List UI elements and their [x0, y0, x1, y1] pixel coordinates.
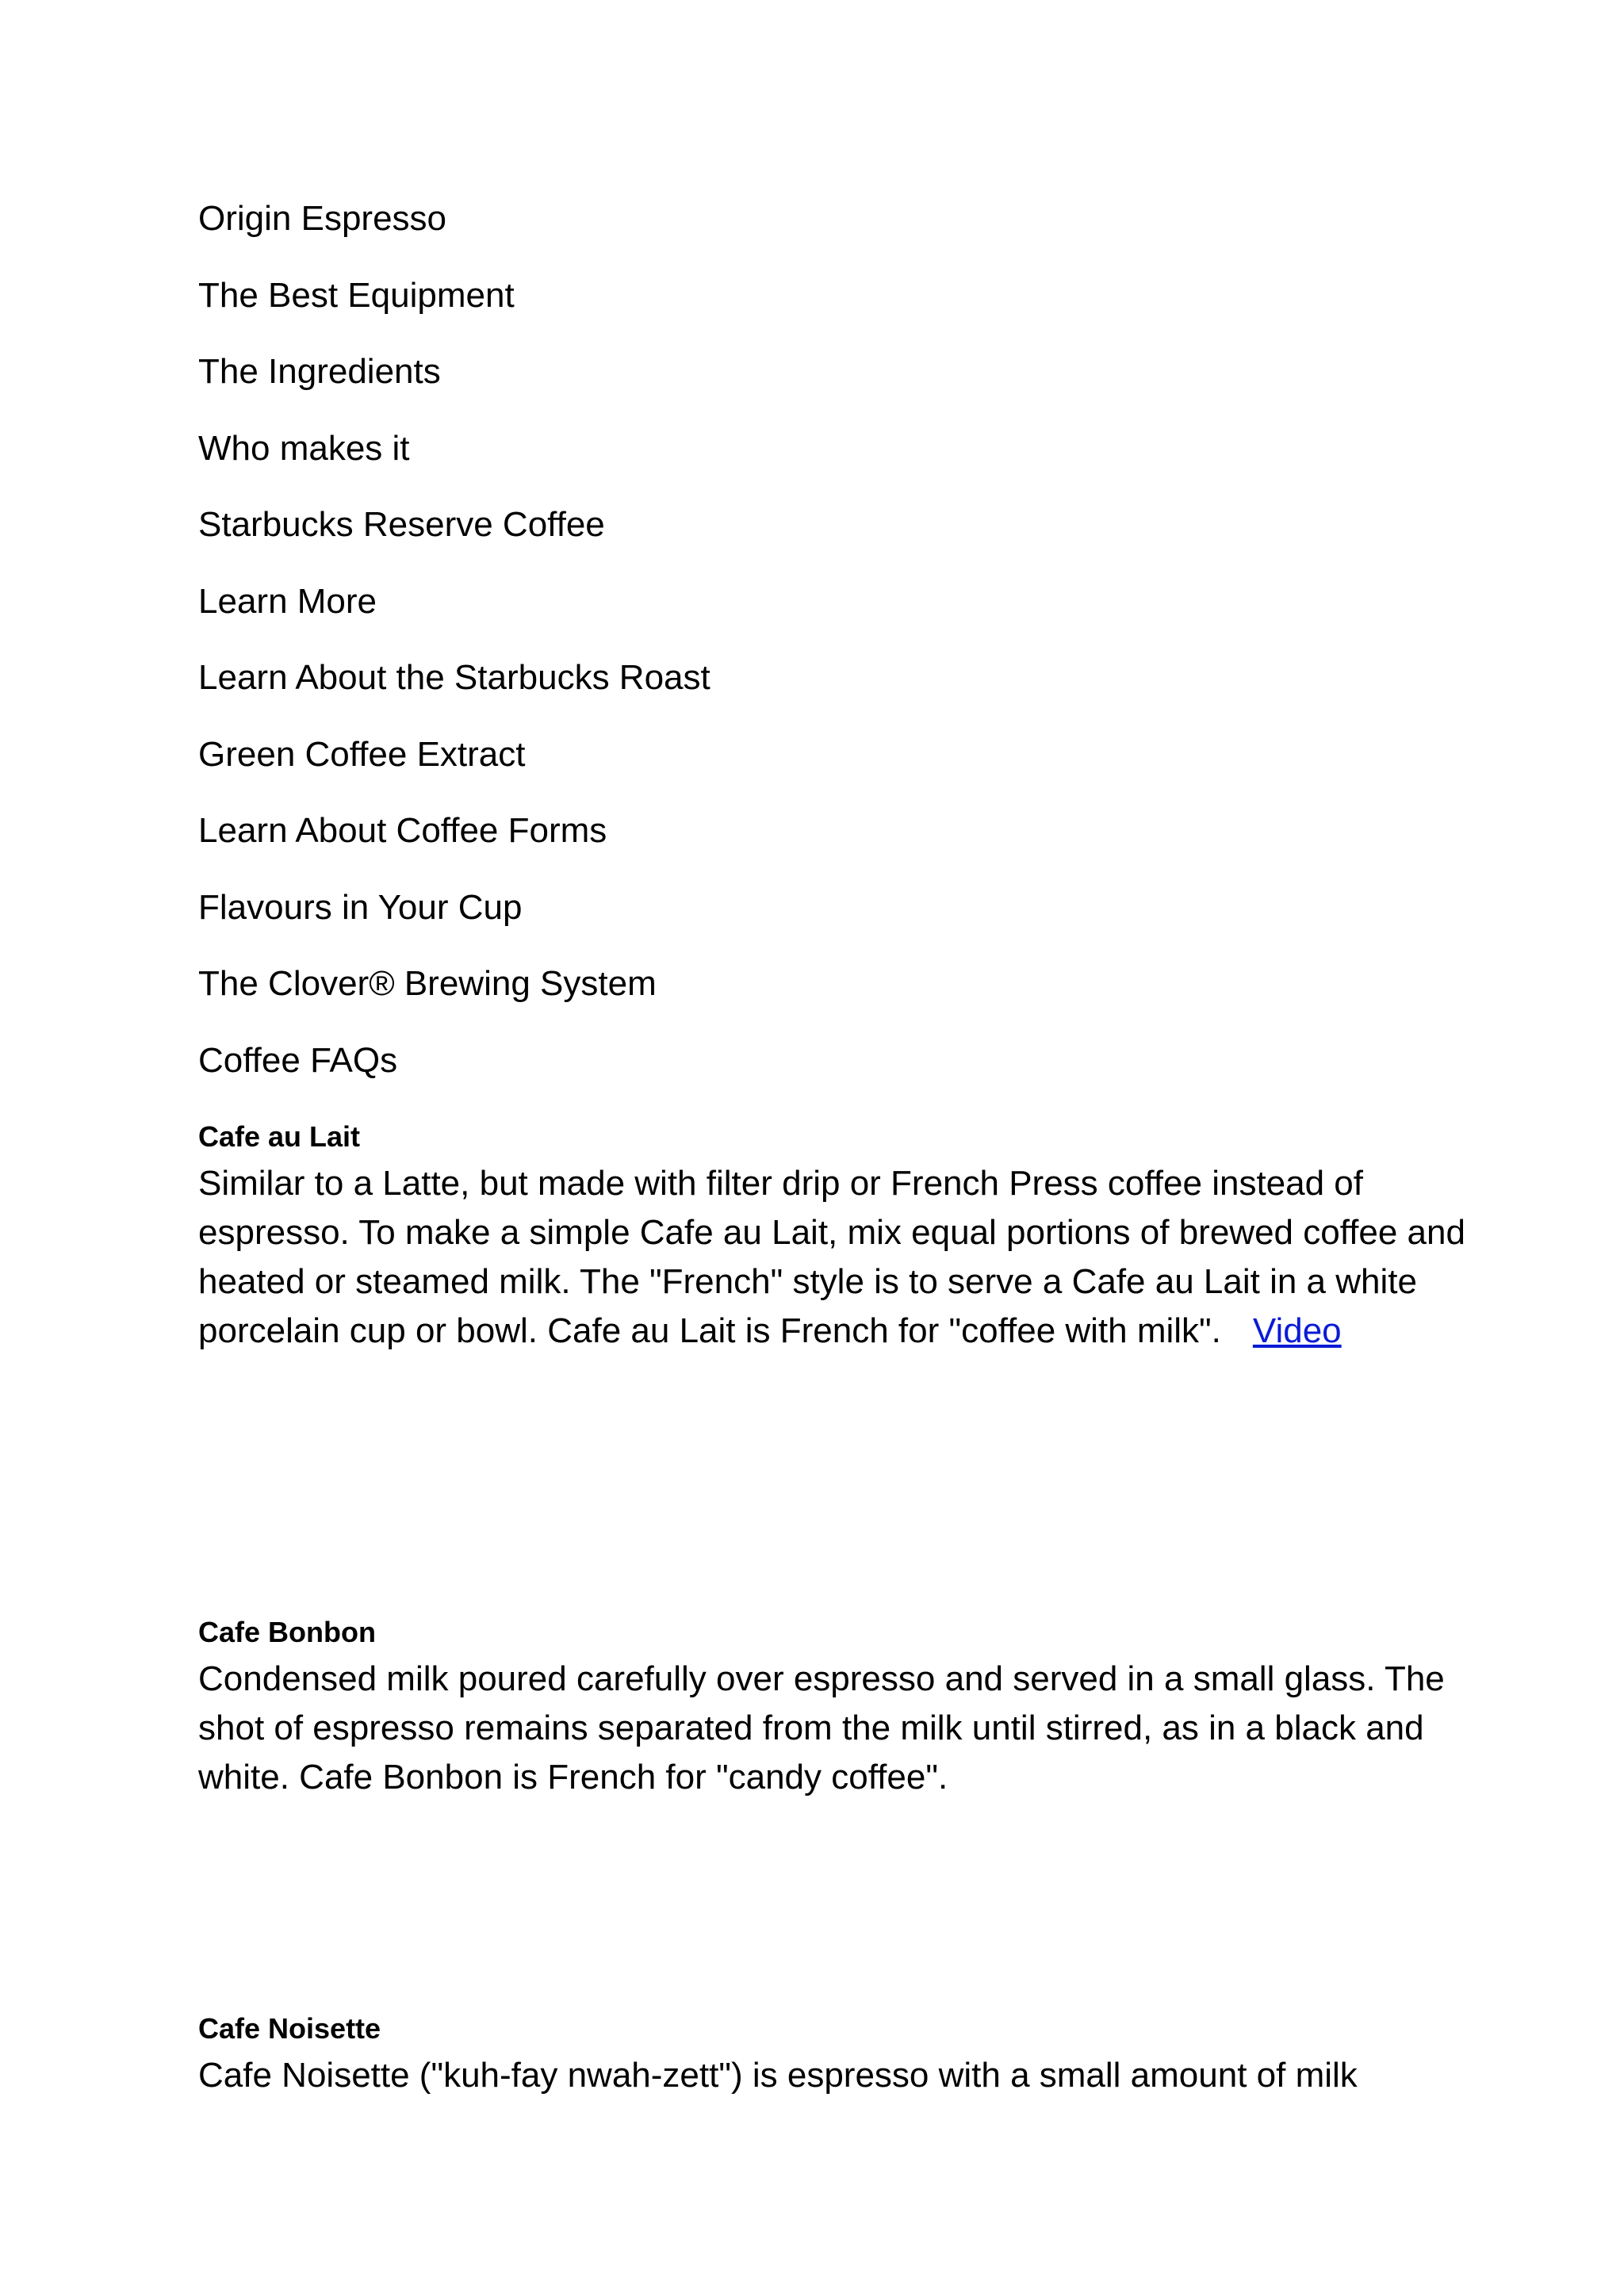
nav-link-starbucks-roast[interactable]: Learn About the Starbucks Roast — [198, 658, 710, 697]
nav-link-list — [198, 198, 710, 1116]
nav-link-ingredients[interactable]: The Ingredients — [198, 352, 441, 391]
nav-link-learn-more[interactable]: Learn More — [198, 581, 377, 621]
entry-cafe-au-lait — [198, 1119, 1467, 1356]
nav-link-who-makes-it[interactable]: Who makes it — [198, 428, 410, 468]
entry-description: Condensed milk poured carefully over espresso and served in a small glass. The shot of espresso remains separated from the milk until stirred, as in a black and white. Cafe Bonbon is French for "candy coffee". — [198, 1659, 1445, 1797]
nav-link-best-equipment[interactable]: The Best Equipment — [198, 275, 515, 315]
nav-link-flavours[interactable]: Flavours in Your Cup — [198, 887, 523, 927]
video-link[interactable]: Video — [1252, 1311, 1342, 1350]
nav-link-green-coffee-extract[interactable]: Green Coffee Extract — [198, 734, 526, 774]
entry-cafe-noisette — [198, 2011, 1467, 2100]
entry-description-text: Similar to a Latte, but made with filter drip or French Press coffee instead of espresso. To make a simple Cafe au Lait, mix equal portions of brewed coffee and heated or steamed milk. The "French" style is to serve a Cafe au Lait in a white porcelain cup or bowl. Cafe au Lait is French for "coffee with milk". — [198, 1164, 1465, 1350]
nav-link-origin-espresso[interactable]: Origin Espresso — [198, 199, 447, 238]
nav-link-coffee-forms[interactable]: Learn About Coffee Forms — [198, 811, 607, 850]
nav-link-reserve-coffee[interactable]: Starbucks Reserve Coffee — [198, 505, 605, 544]
entry-description: Cafe Noisette ("kuh-fay nwah-zett") is espresso with a small amount of milk — [198, 2056, 1358, 2095]
entry-description — [198, 1159, 1467, 1356]
entry-title: Cafe Bonbon — [198, 1616, 376, 1648]
entry-cafe-bonbon — [198, 1615, 1467, 1802]
nav-link-clover-brewing[interactable]: The Clover® Brewing System — [198, 964, 657, 1003]
entry-title: Cafe Noisette — [198, 2012, 381, 2045]
nav-link-coffee-faqs[interactable]: Coffee FAQs — [198, 1040, 398, 1080]
entry-title: Cafe au Lait — [198, 1120, 361, 1153]
